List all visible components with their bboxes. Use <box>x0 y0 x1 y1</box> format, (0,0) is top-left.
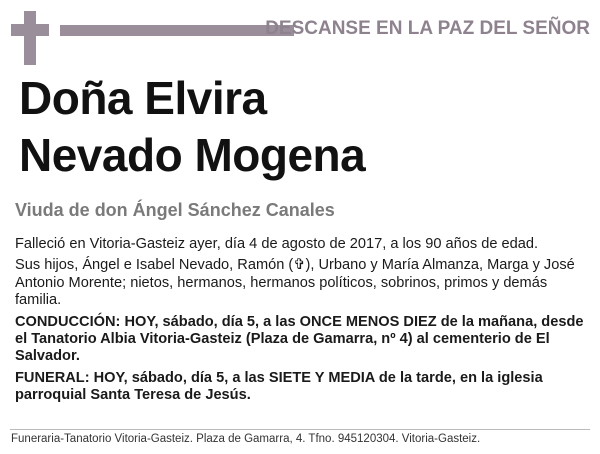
conduccion-paragraph: CONDUCCIÓN: HOY, sábado, día 5, a las ONCE MENOS DIEZ de la mañana, desde el Tanatorio Albia Vitoria-Gasteiz (Plaza de Gamarra, nº 4) al cementerio de El Salvador. <box>15 313 584 365</box>
deceased-name <box>19 70 365 184</box>
header-rule <box>60 25 294 36</box>
deceased-name-line2: Nevado Mogena <box>19 129 366 181</box>
cross-icon-bar <box>11 24 49 36</box>
cross-icon <box>24 11 36 65</box>
deceased-relation: Viuda de don Ángel Sánchez Canales <box>15 200 335 220</box>
notice-body <box>15 236 590 409</box>
header-title: DESCANSE EN LA PAZ DEL SEÑOR <box>265 18 590 39</box>
funeral-paragraph: FUNERAL: HOY, sábado, día 5, a las SIETE Y MEDIA de la tarde, en la iglesia parroquial Santa Teresa de Jesús. <box>15 369 543 404</box>
death-paragraph: Falleció en Vitoria-Gasteiz ayer, día 4 de agosto de 2017, a los 90 años de edad. <box>15 236 539 252</box>
footer-divider <box>10 429 590 430</box>
family-paragraph: Sus hijos, Ángel e Isabel Nevado, Ramón (✞), Urbano y María Almanza, Marga y José Antonio Morente; nietos, hermanos, hermanos políticos, sobrinos, primos y demás familia. <box>15 257 575 309</box>
funeral-home-footer: Funeraria-Tanatorio Vitoria-Gasteiz. Plaza de Gamarra, 4. Tfno. 945120304. Vitoria-Gasteiz. <box>11 433 481 445</box>
deceased-name-line1: Doña Elvira <box>19 72 267 124</box>
